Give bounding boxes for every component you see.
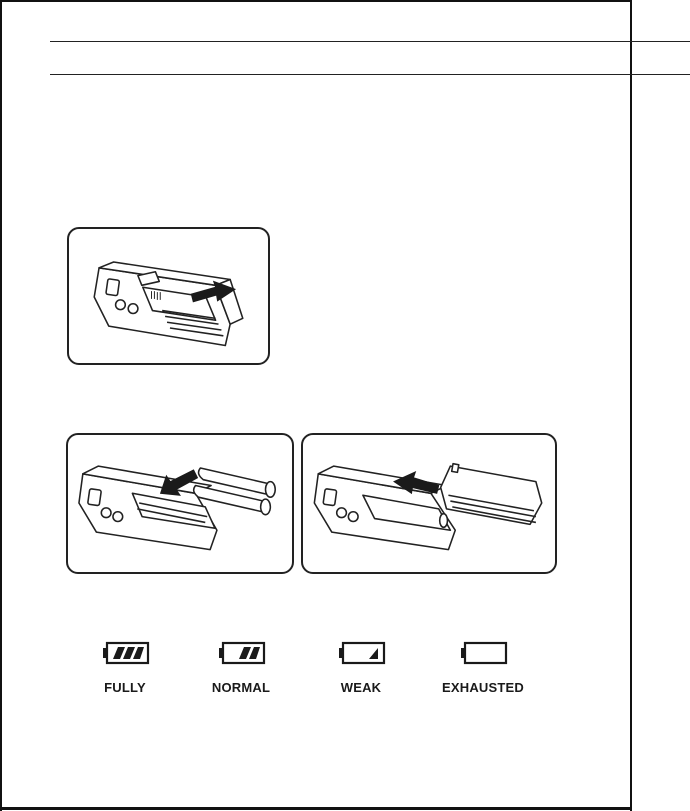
battery-weak-icon xyxy=(335,640,387,666)
illustration-open-cover xyxy=(67,227,270,365)
battery-indicator-normal xyxy=(181,640,301,695)
page-border-bottom xyxy=(0,807,632,810)
recorder-open-cover-drawing xyxy=(69,229,268,363)
illustration-insert-batteries xyxy=(66,433,294,574)
page-border-left xyxy=(0,0,2,811)
illustration-close-cover xyxy=(301,433,557,574)
page-border-top xyxy=(0,0,632,2)
header-rule-bottom xyxy=(50,74,690,75)
battery-empty-icon xyxy=(457,640,509,666)
recorder-insert-batteries-drawing xyxy=(68,435,292,572)
battery-indicator-exhausted xyxy=(423,640,543,695)
battery-normal-icon xyxy=(215,640,267,666)
battery-indicator-weak xyxy=(301,640,421,695)
battery-indicator-fully xyxy=(65,640,185,695)
battery-label: EXHAUSTED xyxy=(442,680,524,695)
page-border-right xyxy=(630,0,632,811)
header-rule-top xyxy=(50,41,690,42)
battery-full-icon xyxy=(99,640,151,666)
battery-label: FULLY xyxy=(104,680,146,695)
battery-label: WEAK xyxy=(340,680,382,695)
recorder-close-cover-drawing xyxy=(303,435,555,572)
battery-label: NORMAL xyxy=(211,680,271,695)
